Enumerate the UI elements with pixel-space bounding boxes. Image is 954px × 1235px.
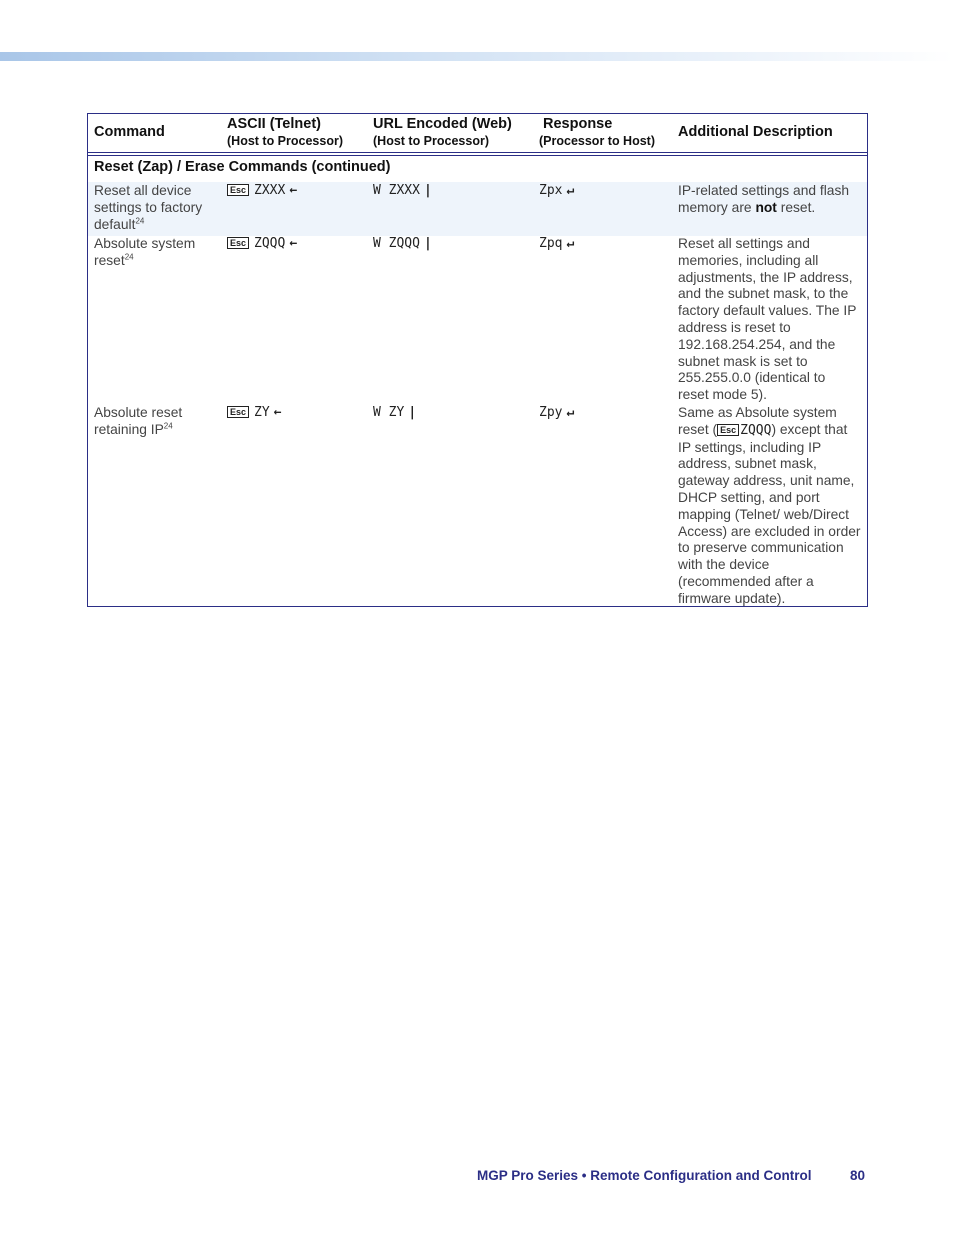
pipe-icon: |	[408, 405, 417, 420]
header-description: Additional Description	[678, 124, 833, 140]
table-row	[88, 405, 867, 605]
ascii-cell: Esc ZY ←	[227, 405, 367, 422]
url-cell: W ZY |	[373, 405, 417, 420]
response-cell: Zpy ↵	[539, 405, 575, 420]
header-ascii: ASCII (Telnet) (Host to Processor)	[227, 116, 343, 148]
esc-key-icon: Esc	[227, 237, 249, 249]
ascii-cell: Esc ZQQQ ←	[227, 236, 367, 253]
description-cell: Same as Absolute system reset ( Esc ZQQQ) except that IP settings, including IP address, subnet mask, gateway address, unit name, DHCP setting, and port mapping (Telnet/ web/Direct Access) are excluded in order to preserve communication with the device (recommended after a firmware update).	[678, 405, 861, 606]
pipe-icon: |	[423, 236, 432, 251]
header-gradient-bar	[0, 52, 954, 61]
command-cell: Absolute system reset$^{24}$	[94, 236, 196, 268]
page-number: 80	[850, 1168, 866, 1183]
esc-key-icon: Esc	[227, 184, 249, 196]
enter-arrow-icon: ←	[289, 183, 298, 198]
response-cell: Zpq ↵	[539, 236, 575, 251]
esc-key-icon: Esc	[227, 406, 249, 418]
section-title: Reset (Zap) / Erase Commands (continued)	[94, 159, 391, 175]
return-arrow-icon: ↵	[566, 236, 575, 251]
header-response: Response (Processor to Host)	[539, 116, 655, 148]
return-arrow-icon: ↵	[566, 183, 575, 198]
pipe-icon: |	[423, 183, 432, 198]
footer-title: MGP Pro Series • Remote Configuration and Control	[477, 1168, 812, 1183]
description-cell: IP-related settings and flash memory are not reset.	[678, 183, 850, 215]
table-header	[88, 114, 867, 153]
response-cell: Zpx ↵	[539, 183, 575, 198]
table-row	[88, 182, 867, 236]
enter-arrow-icon: ←	[289, 236, 298, 251]
command-cell: Absolute reset retaining IP$^{24}$	[94, 405, 183, 437]
return-arrow-icon: ↵	[566, 405, 575, 420]
ascii-cell: Esc ZXXX ←	[227, 183, 367, 200]
header-double-rule	[88, 155, 867, 156]
url-cell: W ZXXX |	[373, 183, 432, 198]
description-cell: Reset all settings and memories, including all adjustments, the IP address, and the subnet mask, to the factory default values. The IP address is reset to 192.168.254.254, and the subnet mask is set to 255.255.0.0 (identical to reset mode 5).	[678, 236, 857, 403]
command-table	[87, 113, 868, 607]
command-cell: Reset all device settings to factory default$^{24}$	[94, 183, 203, 232]
url-cell: W ZQQQ |	[373, 236, 432, 251]
esc-key-icon: Esc	[717, 424, 739, 436]
table-row	[88, 236, 867, 405]
header-url: URL Encoded (Web) (Host to Processor)	[373, 116, 512, 148]
header-command: Command	[94, 124, 165, 140]
enter-arrow-icon: ←	[273, 405, 282, 420]
